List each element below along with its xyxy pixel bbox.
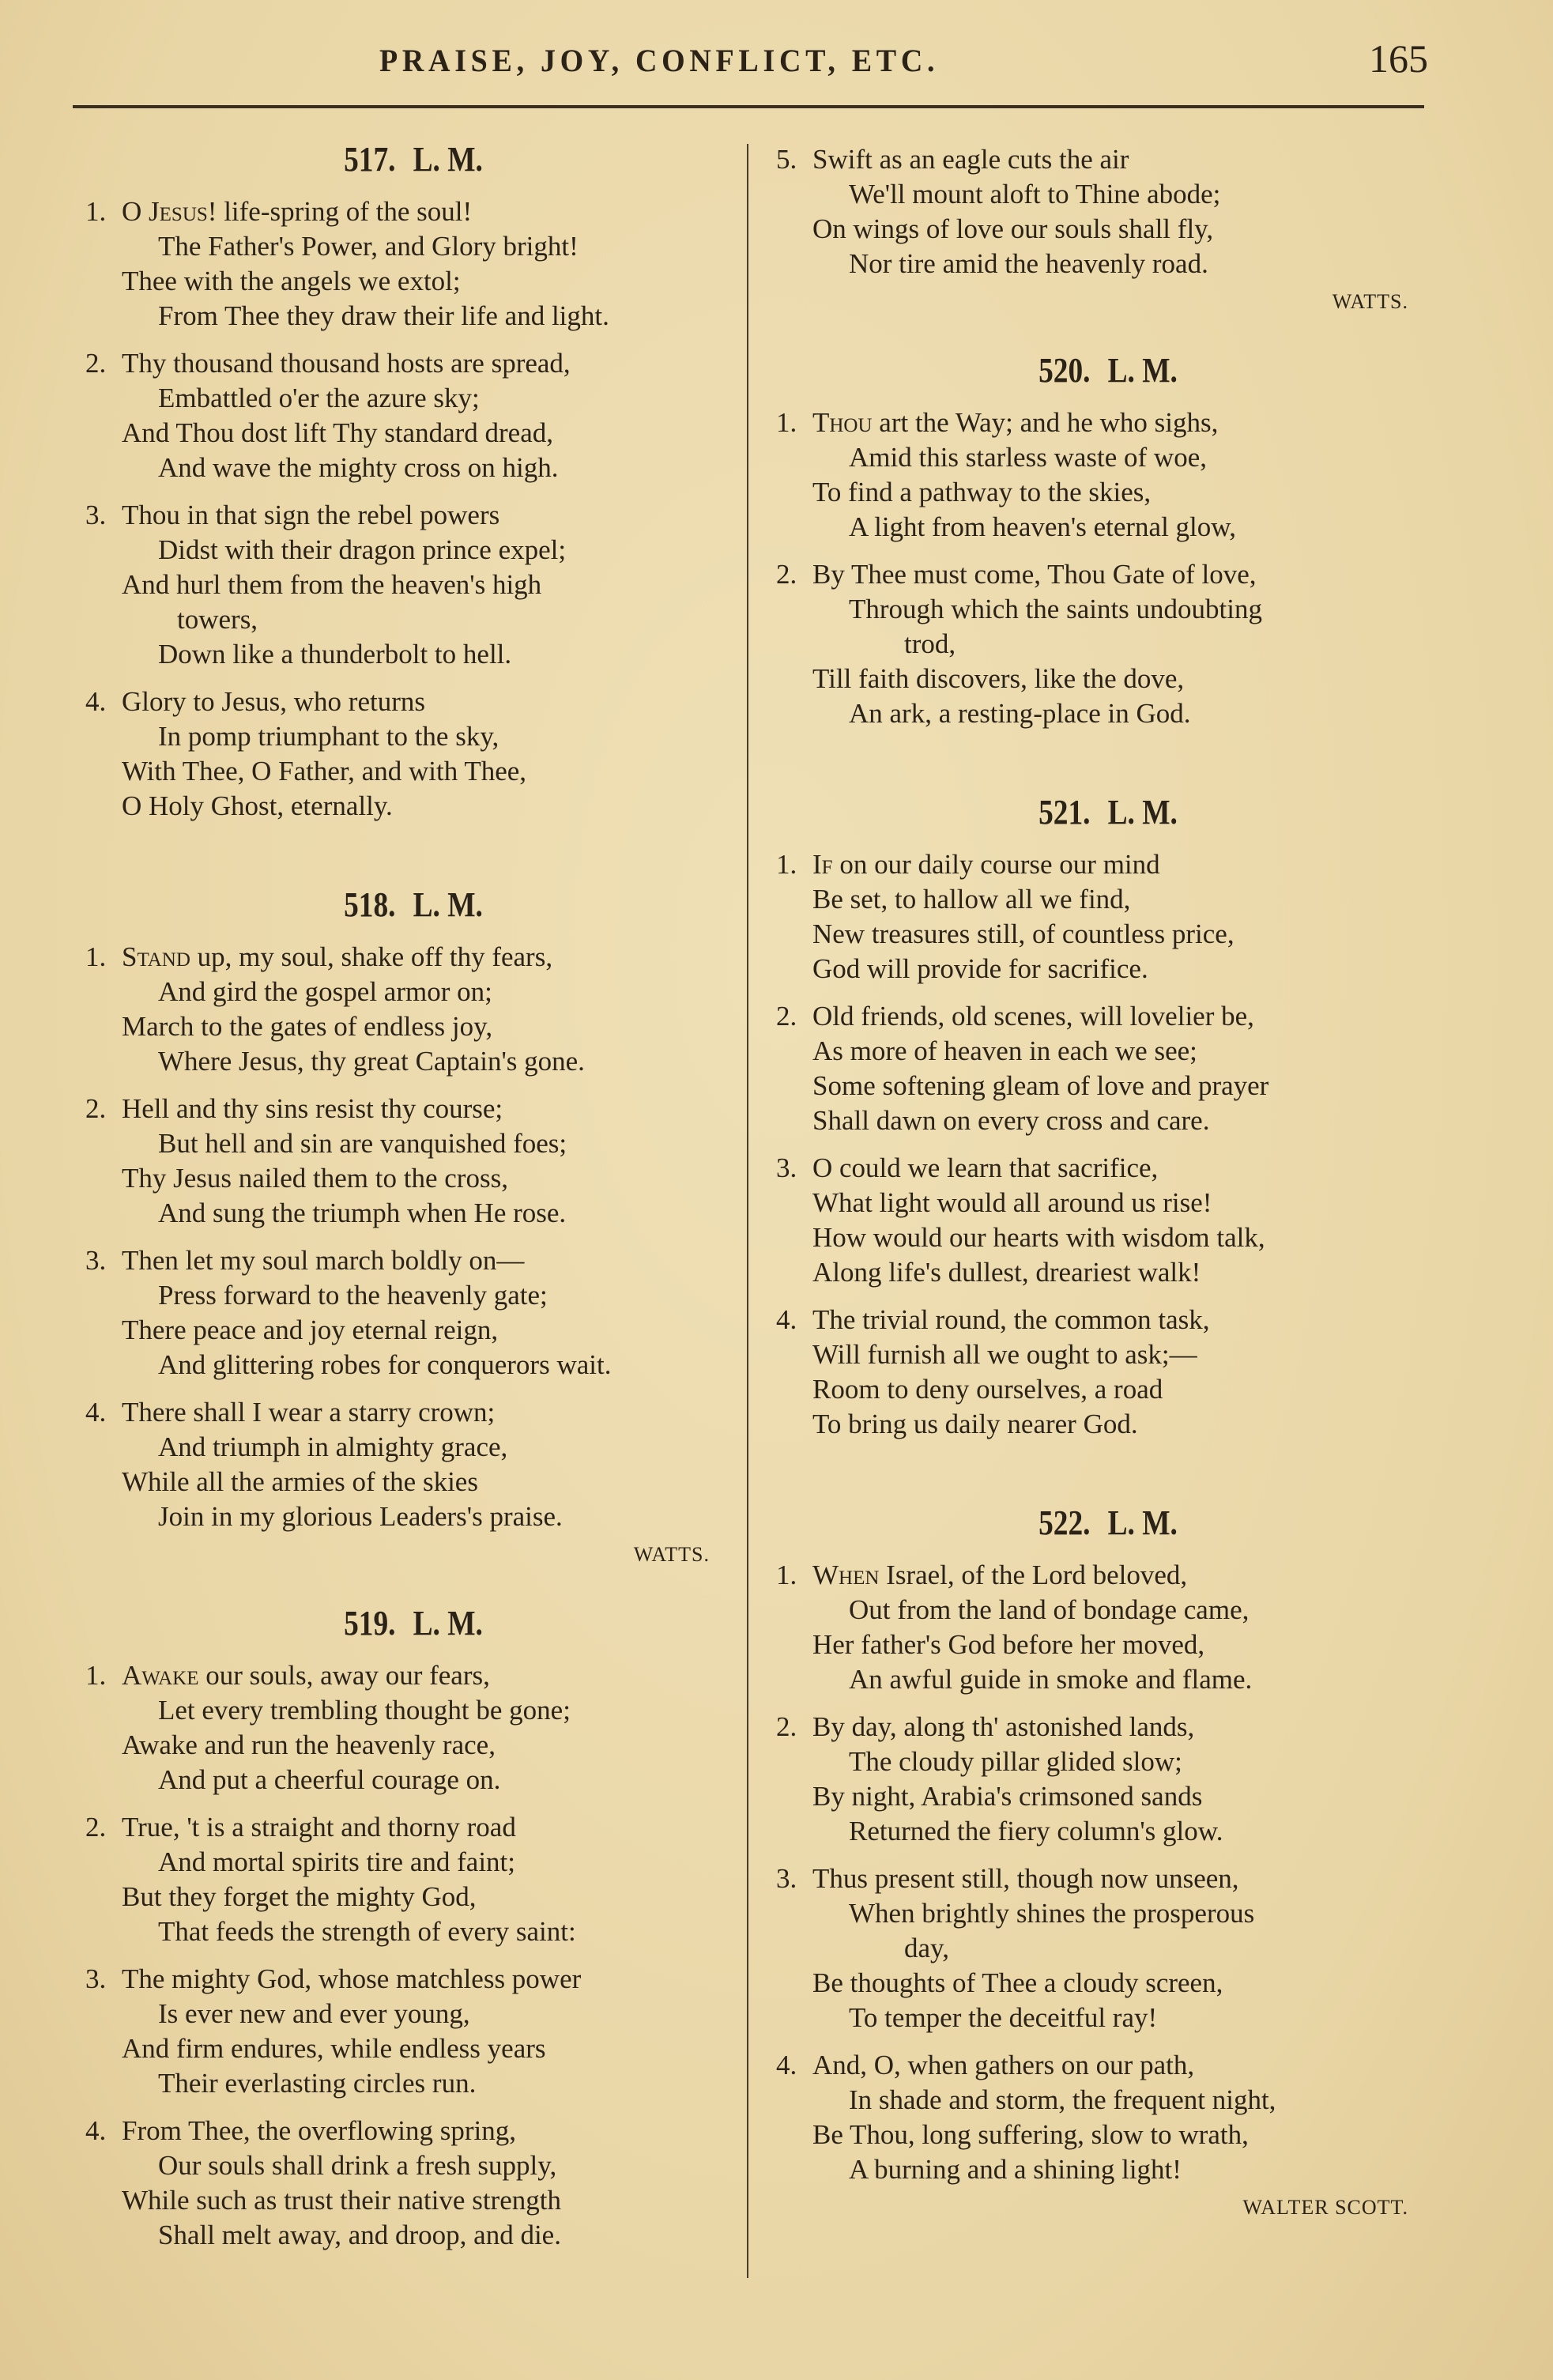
stanza-number: 4. [85, 686, 107, 717]
verse-line: Be set, to hallow all we find, [812, 884, 1131, 915]
verse-line: By Thee must come, Thou Gate of love, [812, 559, 1257, 590]
verse-line [776, 405, 1440, 440]
verse-line: Room to deny ourselves, a road [812, 1374, 1163, 1405]
stanza-number: 2. [776, 559, 797, 590]
verse-line: With Thee, O Father, and with Thee, [122, 756, 527, 786]
verse-line: From Thee, the overflowing spring, [122, 2115, 516, 2146]
verse-line: And gird the gospel armor on; [158, 976, 492, 1007]
verse-line: While all the armies of the skies [122, 1466, 478, 1497]
verse-line: A burning and a shining light! [849, 2154, 1182, 2185]
verse-line: And hurl them from the heaven's high towers, [122, 569, 542, 635]
running-title: PRAISE, JOY, CONFLICT, ETC. [379, 43, 940, 78]
left-column [85, 140, 741, 2265]
verse-line: Let every trembling thought be gone; [158, 1695, 571, 1726]
verse-line [85, 194, 741, 229]
verse-line: To bring us daily nearer God. [812, 1409, 1138, 1439]
verse-line: And put a cheerful courage on. [158, 1764, 501, 1795]
stanza [85, 940, 741, 1079]
verse-line: Where Jesus, thy great Captain's gone. [158, 1046, 585, 1077]
verse-small-caps: Awake [122, 1660, 199, 1691]
stanza [776, 999, 1440, 1138]
verse-line: Till faith discovers, like the dove, [812, 663, 1185, 694]
stanza-number: 3. [85, 500, 107, 530]
hymn-meter: L. M. [413, 885, 483, 924]
verse-text: ! life-spring of the soul! [207, 196, 473, 227]
stanza-number: 4. [85, 2115, 107, 2146]
stanza [85, 498, 741, 672]
verse-line: True, 't is a straight and thorny road [122, 1812, 516, 1843]
verse-line: But they forget the mighty God, [122, 1881, 477, 1912]
stanza [776, 1303, 1440, 1442]
verse-line: Nor tire amid the heavenly road. [849, 248, 1208, 279]
hymn-heading [826, 793, 1390, 832]
right-column [776, 142, 1440, 2219]
verse-line [776, 847, 1440, 882]
author-attribution: WALTER SCOTT. [1242, 2196, 1408, 2219]
stanza [85, 1658, 741, 1797]
stanza-number: 4. [776, 1304, 797, 1335]
verse-line [85, 940, 741, 975]
verse-small-caps: When [812, 1560, 880, 1590]
verse-line: God will provide for sacrifice. [812, 953, 1148, 984]
verse-text: our souls, away our fears, [198, 1660, 490, 1691]
stanza [776, 1558, 1440, 1697]
verse-line: Hell and thy sins resist thy course; [122, 1093, 503, 1124]
stanza-number: 5. [776, 144, 797, 175]
hymn-number: 521. [1038, 793, 1091, 832]
verse-line: And sung the triumph when He rose. [158, 1198, 567, 1228]
stanza-number: 1. [776, 849, 797, 880]
verse-line: Thou in that sign the rebel powers [122, 500, 500, 530]
page-number: 165 [1369, 36, 1428, 81]
verse-line: Press forward to the heavenly gate; [158, 1280, 548, 1311]
stanza [776, 405, 1440, 545]
verse-line: An awful guide in smoke and flame. [849, 1664, 1253, 1695]
verse-line: Thee with the angels we extol; [122, 266, 461, 296]
verse-line: As more of heaven in each we see; [812, 1035, 1197, 1066]
stanza-number: 2. [85, 348, 107, 379]
verse-line: March to the gates of endless joy, [122, 1011, 493, 1042]
verse-line: New treasures still, of countless price, [812, 918, 1234, 949]
verse-line: To temper the deceitful ray! [849, 2002, 1158, 2033]
stanza [85, 1962, 741, 2101]
verse-text: Israel, of the Lord beloved, [879, 1560, 1188, 1590]
verse-line: What light would all around us rise! [812, 1187, 1212, 1218]
header-rule [73, 105, 1424, 108]
verse-line: And glittering robes for conquerors wait. [158, 1349, 612, 1380]
verse-line: And triumph in almighty grace, [158, 1431, 508, 1462]
stanza [85, 1243, 741, 1382]
verse-small-caps: Stand [122, 941, 190, 972]
stanza-number: 2. [776, 1711, 797, 1742]
stanza-number: 3. [85, 1963, 107, 1994]
verse-line: Join in my glorious Leaders's praise. [158, 1501, 563, 1532]
stanza-number: 3. [85, 1245, 107, 1276]
stanza [776, 1861, 1440, 2035]
verse-line: And Thou dost lift Thy standard dread, [122, 417, 553, 448]
stanza [776, 142, 1440, 281]
stanza-number: 2. [85, 1093, 107, 1124]
verse-line: By day, along th' astonished lands, [812, 1711, 1195, 1742]
verse-line: Down like a thunderbolt to hell. [158, 639, 512, 669]
stanza [776, 2048, 1440, 2187]
verse-line: Her father's God before her moved, [812, 1629, 1205, 1660]
stanza [85, 346, 741, 485]
verse-line: How would our hearts with wisdom talk, [812, 1222, 1265, 1253]
verse-line: And mortal spirits tire and faint; [158, 1846, 515, 1877]
stanza [85, 685, 741, 824]
verse-line: From Thee they draw their life and light. [158, 300, 609, 331]
stanza [85, 1810, 741, 1949]
verse-line: And, O, when gathers on our path, [812, 2050, 1195, 2080]
stanza-number: 1. [85, 1660, 107, 1691]
stanza [776, 1710, 1440, 1849]
stanza-number: 1. [85, 941, 107, 972]
hymn-number: 520. [1038, 351, 1091, 390]
hymn-heading [134, 885, 692, 925]
verse-text: up, my soul, shake off thy fears, [190, 941, 553, 972]
verse-line: And wave the mighty cross on high. [158, 452, 559, 483]
stanza-number: 4. [85, 1397, 107, 1428]
verse-line: There shall I wear a starry crown; [122, 1397, 496, 1428]
verse-line: Swift as an eagle cuts the air [812, 144, 1129, 175]
verse-line: Old friends, old scenes, will lovelier be, [812, 1001, 1254, 1032]
hymn-heading [134, 1604, 692, 1643]
stanza-number: 1. [85, 196, 107, 227]
verse-text: on our daily course our mind [832, 849, 1160, 880]
hymn-heading [826, 1503, 1390, 1543]
verse-text: O [122, 196, 149, 227]
stanza [776, 847, 1440, 986]
verse-line: The Father's Power, and Glory bright! [158, 231, 579, 262]
hymn-number: 517. [344, 140, 396, 179]
verse-line: Thus present still, though now unseen, [812, 1863, 1239, 1894]
verse-line: Glory to Jesus, who returns [122, 686, 425, 717]
verse-line: Be thoughts of Thee a cloudy screen, [812, 1967, 1223, 1998]
verse-line: A light from heaven's eternal glow, [849, 511, 1237, 542]
verse-line: We'll mount aloft to Thine abode; [849, 179, 1221, 209]
verse-line: Shall melt away, and droop, and die. [158, 2220, 561, 2250]
stanza [85, 194, 741, 334]
verse-line: O Holy Ghost, eternally. [122, 790, 393, 821]
verse-line: On wings of love our souls shall fly, [812, 213, 1214, 244]
verse-line: But hell and sin are vanquished foes; [158, 1128, 567, 1159]
verse-line: Will furnish all we ought to ask;— [812, 1339, 1197, 1370]
verse-line: In pomp triumphant to the sky, [158, 721, 499, 752]
hymn-heading [134, 140, 692, 179]
hymn-meter: L. M. [413, 140, 483, 179]
stanza [85, 1092, 741, 1231]
verse-line: An ark, a resting-place in God. [849, 698, 1191, 729]
verse-line: Returned the fiery column's glow. [849, 1816, 1223, 1846]
verse-small-caps: Thou [812, 407, 873, 438]
stanza-number: 3. [776, 1152, 797, 1183]
verse-line: Thy Jesus nailed them to the cross, [122, 1163, 508, 1194]
verse-line: Thy thousand thousand hosts are spread, [122, 348, 571, 379]
stanza [776, 557, 1440, 731]
author-attribution: WATTS. [1332, 290, 1408, 313]
hymn-number: 522. [1038, 1503, 1091, 1542]
author-attribution: WATTS. [633, 1543, 710, 1566]
stanza-number: 1. [776, 407, 797, 438]
verse-line: Be Thou, long suffering, slow to wrath, [812, 2119, 1249, 2150]
verse-line: In shade and storm, the frequent night, [849, 2084, 1276, 2115]
verse-line: While such as trust their native strength [122, 2185, 561, 2216]
column-divider [747, 144, 748, 2278]
stanza-number: 1. [776, 1560, 797, 1590]
verse-line: To find a pathway to the skies, [812, 477, 1152, 507]
stanza-number: 4. [776, 2050, 797, 2080]
verse-small-caps: Jesus [149, 196, 208, 227]
stanza-number: 3. [776, 1863, 797, 1894]
stanza-number: 2. [776, 1001, 797, 1032]
verse-line: By night, Arabia's crimsoned sands [812, 1781, 1203, 1812]
verse-line: Through which the saints undoubting trod, [849, 594, 1263, 659]
stanza [85, 1395, 741, 1534]
hymn-meter: L. M. [1107, 793, 1178, 832]
verse-text: art the Way; and he who sighs, [872, 407, 1219, 438]
verse-line: O could we learn that sacrifice, [812, 1152, 1159, 1183]
verse-line: Didst with their dragon prince expel; [158, 534, 567, 565]
stanza [85, 2114, 741, 2253]
hymn-meter: L. M. [413, 1604, 483, 1643]
hymn-heading [826, 351, 1390, 390]
verse-line: When brightly shines the prosperous day, [849, 1898, 1255, 1963]
hymn-number: 518. [344, 885, 396, 924]
verse-line: The mighty God, whose matchless power [122, 1963, 582, 1994]
verse-line [776, 1558, 1440, 1593]
verse-line: Out from the land of bondage came, [849, 1594, 1250, 1625]
verse-line: That feeds the strength of every saint: [158, 1916, 576, 1947]
hymn-number: 519. [344, 1604, 396, 1643]
verse-line: Shall dawn on every cross and care. [812, 1105, 1210, 1136]
hymn-meter: L. M. [1107, 1503, 1178, 1542]
verse-line: Awake and run the heavenly race, [122, 1729, 496, 1760]
verse-line: Is ever new and ever young, [158, 1998, 470, 2029]
verse-line: Their everlasting circles run. [158, 2068, 477, 2099]
verse-line: The trivial round, the common task, [812, 1304, 1210, 1335]
verse-line: Then let my soul march boldly on— [122, 1245, 525, 1276]
verse-line [85, 1658, 741, 1693]
verse-small-caps: If [812, 849, 833, 880]
verse-line: And firm endures, while endless years [122, 2033, 546, 2064]
page-header [0, 36, 1553, 91]
verse-line: There peace and joy eternal reign, [122, 1314, 499, 1345]
verse-line: The cloudy pillar glided slow; [849, 1746, 1182, 1777]
stanza [776, 1151, 1440, 1290]
hymn-meter: L. M. [1107, 351, 1178, 390]
verse-line: Some softening gleam of love and prayer [812, 1070, 1269, 1101]
verse-line: Embattled o'er the azure sky; [158, 383, 480, 413]
stanza-number: 2. [85, 1812, 107, 1843]
verse-line: Amid this starless waste of woe, [849, 442, 1207, 473]
verse-line: Along life's dullest, dreariest walk! [812, 1257, 1201, 1288]
verse-line: Our souls shall drink a fresh supply, [158, 2150, 557, 2181]
